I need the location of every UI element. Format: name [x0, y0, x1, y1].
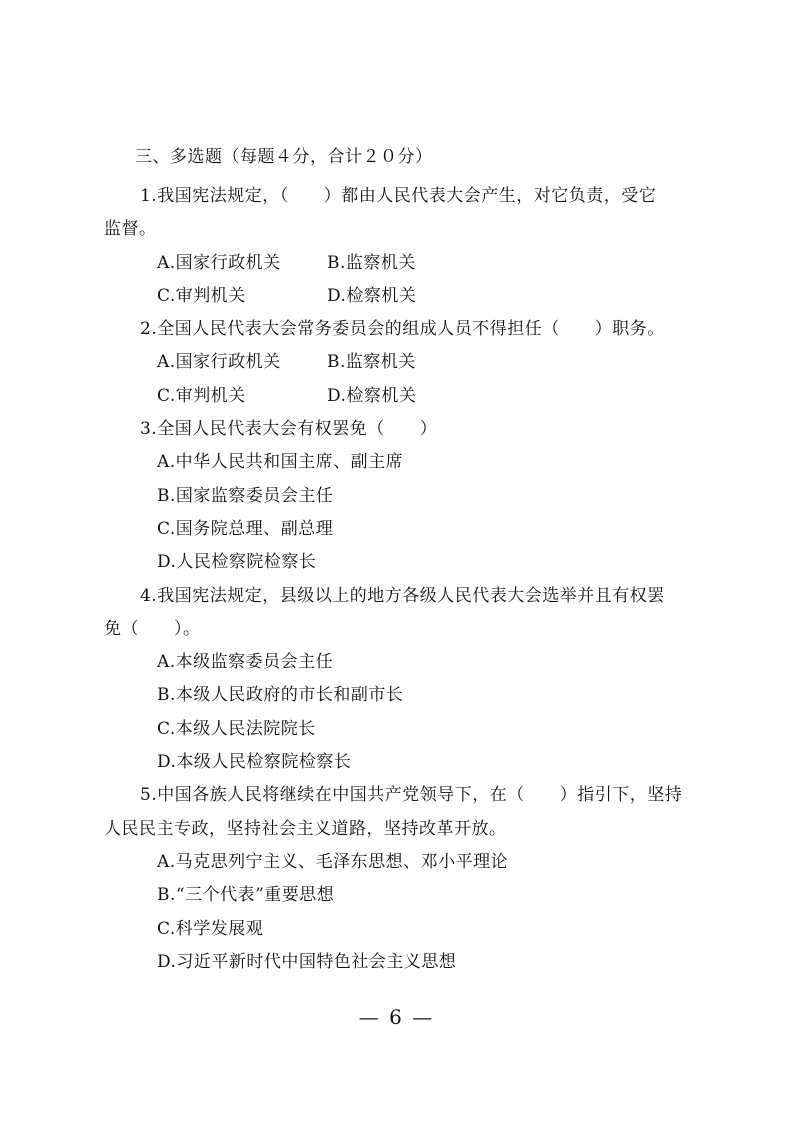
question-1-text-cont: 监督。 — [104, 219, 157, 239]
question-5-option-d: D.习近平新时代中国特色社会主义思想 — [157, 952, 457, 972]
question-5-text: 5.中国各族人民将继续在中国共产党领导下，在（ ）指引下，坚持 — [140, 785, 683, 805]
question-4-option-d: D.本级人民检察院检察长 — [157, 752, 352, 772]
question-1-options-row1 — [0, 252, 793, 274]
question-5-option-b: B.“三个代表”重要思想 — [157, 885, 335, 905]
question-3-option-a: A.中华人民共和国主席、副主席 — [157, 452, 404, 472]
question-2-option-c: C.审判机关 — [157, 386, 246, 406]
question-3-option-b: B.国家监察委员会主任 — [157, 486, 334, 506]
question-1-text: 1.我国宪法规定，（ ）都由人民代表大会产生，对它负责，受它 — [140, 186, 657, 206]
question-2-option-d: D.检察机关 — [327, 386, 417, 406]
question-4-option-b: B.本级人民政府的市长和副市长 — [157, 685, 404, 705]
question-2-options-row2 — [0, 385, 793, 407]
question-2-option-b: B.监察机关 — [327, 352, 416, 372]
question-2-text: 2.全国人民代表大会常务委员会的组成人员不得担任（ ）职务。 — [140, 319, 665, 339]
question-1-option-d: D.检察机关 — [327, 286, 417, 306]
question-3-text: 3.全国人民代表大会有权罢免（ ） — [140, 419, 438, 439]
question-1-option-c: C.审判机关 — [157, 286, 246, 306]
page-number: — 6 — — [358, 1005, 435, 1029]
question-5-text-cont: 人民民主专政，坚持社会主义道路，坚持改革开放。 — [104, 819, 507, 839]
question-4-option-c: C.本级人民法院院长 — [157, 719, 316, 739]
question-1-option-b: B.监察机关 — [327, 253, 416, 273]
question-3-option-d: D.人民检察院检察长 — [157, 552, 317, 572]
question-2-options-row1 — [0, 351, 793, 373]
question-4-text-cont: 免（ ）。 — [104, 619, 201, 639]
question-3-option-c: C.国务院总理、副总理 — [157, 519, 334, 539]
question-5-option-c: C.科学发展观 — [157, 919, 264, 939]
question-2-option-a: A.国家行政机关 — [157, 352, 281, 372]
question-5-option-a: A.马克思列宁主义、毛泽东思想、邓小平理论 — [157, 852, 509, 872]
question-1-options-row2 — [0, 285, 793, 307]
question-1-option-a: A.国家行政机关 — [157, 253, 281, 273]
question-4-option-a: A.本级监察委员会主任 — [157, 652, 334, 672]
question-4-text: 4.我国宪法规定，县级以上的地方各级人民代表大会选举并且有权罢 — [140, 586, 665, 606]
section-title: 三、多选题（每题４分，合计２０分） — [135, 147, 433, 167]
